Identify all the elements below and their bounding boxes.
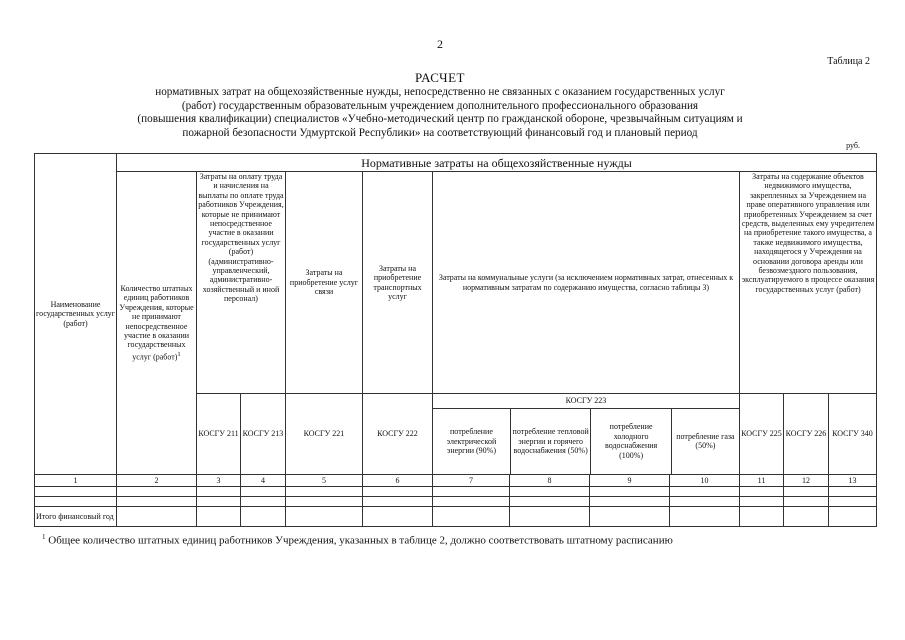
column-number: 1 <box>35 475 117 487</box>
header-kosgu-222: КОСГУ 222 <box>363 394 433 475</box>
header-transport-costs: Затраты на приобретение транспортных услуг <box>363 172 433 394</box>
column-number: 2 <box>117 475 197 487</box>
subtitle-line: пожарной безопасности Удмуртской Республики» на соответствующий финансовый год и плановый период <box>182 126 698 139</box>
page-number: 2 <box>437 37 443 51</box>
currency-unit: руб. <box>846 141 860 150</box>
column-number: 5 <box>286 475 363 487</box>
kosgu-223-subtable <box>433 394 739 474</box>
column-number: 10 <box>670 475 740 487</box>
total-label: Итого финансовый год <box>35 507 117 527</box>
table-label: Таблица 2 <box>827 56 870 67</box>
subtitle-line: (повышения квалификации) специалистов «Учебно-методический центр по гражданской обороне, чрезвычайным ситуациям и <box>137 113 743 126</box>
table-row <box>35 487 877 497</box>
subtitle-line: (работ) государственным образовательным учреждением дополнительного профессионального образования <box>181 99 699 112</box>
column-number: 9 <box>590 475 670 487</box>
header-kosgu-223: КОСГУ 223 <box>433 394 739 408</box>
header-kosgu-225: КОСГУ 225 <box>740 394 784 475</box>
column-number: 4 <box>241 475 286 487</box>
document-subtitle <box>60 86 820 140</box>
document-title: РАСЧЕТ <box>415 70 465 85</box>
header-kosgu-213: КОСГУ 213 <box>241 394 286 475</box>
column-number: 6 <box>363 475 433 487</box>
footnote <box>42 533 892 547</box>
header-communication-costs: Затраты на приобретение услуг связи <box>286 172 363 394</box>
column-number: 8 <box>510 475 590 487</box>
column-number: 3 <box>197 475 241 487</box>
column-number: 11 <box>740 475 784 487</box>
header-property-costs: Затраты на содержание объектов недвижимого имущества, закрепленных за Учреждением на праве оперативного управления или приобретенных Учреждением за счет средств, выделенных ему учредителем на приобретение такого имущества, а также недвижимого имущества, находящегося у Учреждения на основании договора аренды или безвозмездного пользования, эксплуатируемого в процессе оказания государственных услуг (работ) <box>740 172 877 394</box>
column-number: 13 <box>829 475 877 487</box>
header-utility-costs: Затраты на коммунальные услуги (за исключением нормативных затрат, отнесенных к нормативным затратам по содержанию имущества, согласно таблицы 3) <box>433 172 740 394</box>
header-service-name: Наименование государственных услуг (работ) <box>35 154 117 475</box>
header-gas: потребление газа (50%) <box>676 431 735 451</box>
footnote-mark: 1 <box>42 533 46 541</box>
header-kosgu-340: КОСГУ 340 <box>829 394 877 475</box>
header-kosgu-221: КОСГУ 221 <box>286 394 363 475</box>
column-numbers-row <box>35 475 877 487</box>
header-heat-energy: потребление тепловой энергии и горячего водоснабжения (50%) <box>510 408 590 474</box>
header-kosgu-226: КОСГУ 226 <box>784 394 829 475</box>
header-kosgu-223-group <box>433 394 740 475</box>
column-number: 12 <box>784 475 829 487</box>
footnote-text: Общее количество штатных единиц работников Учреждения, указанных в таблице 2, должно соответствовать штатному расписанию <box>48 534 673 547</box>
header-normative-costs: Нормативные затраты на общехозяйственные нужды <box>117 154 877 172</box>
table-row <box>35 497 877 507</box>
header-staff-units: Количество штатных единиц работников Учреждения, которые не принимают непосредственное участие в оказании государственных услуг (работ)$^1$ <box>117 172 197 475</box>
header-labor-costs: Затраты на оплату труда и начисления на выплаты по оплате труда работников Учреждения, которые не принимают непосредственное участие в оказании государственных услуг (работ) (административно-управленческий, административно-хозяйственный и иной персонал) <box>197 172 286 394</box>
total-row <box>35 507 877 527</box>
column-number: 7 <box>433 475 510 487</box>
header-electricity: потребление электрической энергии (90%) <box>433 408 510 474</box>
normative-costs-table <box>34 153 877 527</box>
subtitle-line: нормативных затрат на общехозяйственные нужды, непосредственно не связанных с оказанием государственных услуг <box>155 86 725 98</box>
header-kosgu-211: КОСГУ 211 <box>197 394 241 475</box>
header-cold-water: потребление холодного водоснабжения (100%) <box>591 408 671 474</box>
